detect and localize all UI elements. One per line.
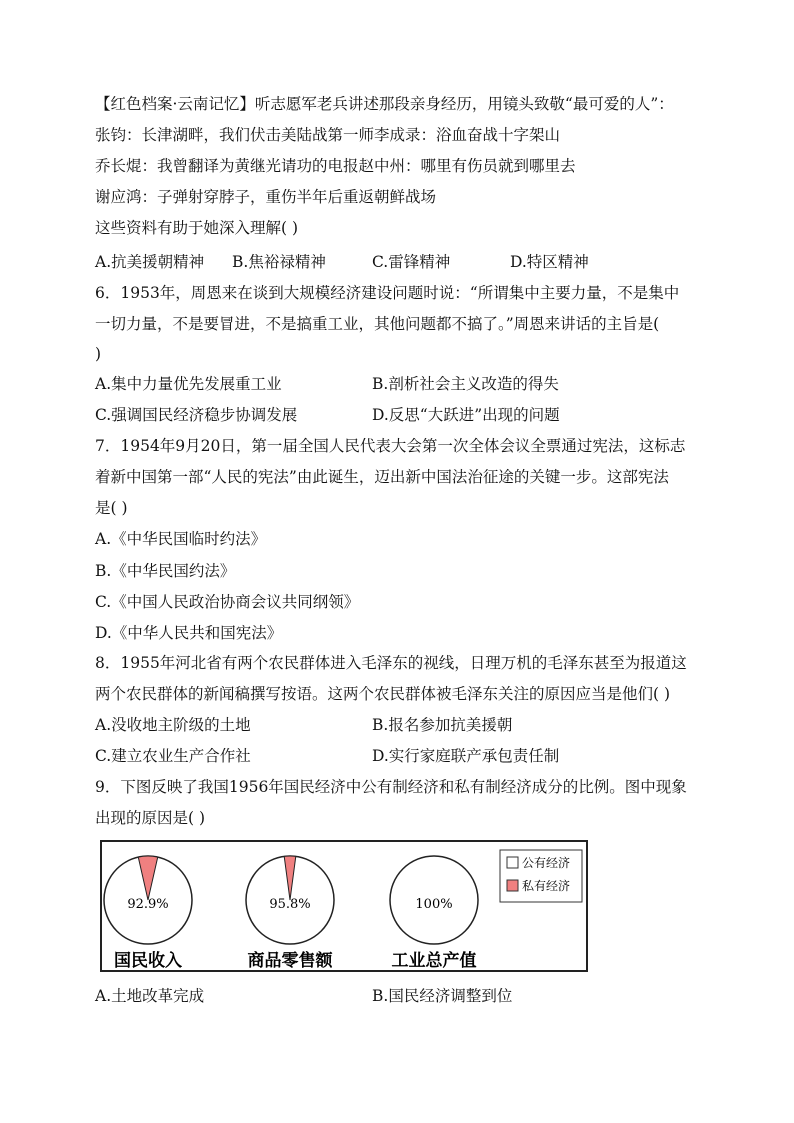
- pie-value-label-3: 100%: [415, 897, 453, 912]
- q8-line-2: 两个农民群体的新闻稿撰写按语。这两个农民群体被毛泽东关注的原因应当是他们( ): [95, 685, 671, 703]
- q8-line-1: 8．1955年河北省有两个农民群体进入毛泽东的视线，日理万机的毛泽东甚至为报道这: [95, 654, 687, 672]
- legend-label-private: 私有经济: [522, 879, 571, 893]
- legend-label-public: 公有经济: [522, 856, 571, 870]
- q7-line-3: 是( ): [95, 499, 128, 517]
- q9-option-a: A.土地改革完成: [95, 987, 205, 1005]
- q9-line-1: 9．下图反映了我国1956年国民经济中公有制经济和私有制经济成分的比例。图中现象: [95, 778, 687, 796]
- q6-option-d: D.反思“大跃进”出现的问题: [372, 406, 560, 424]
- pie-chart-svg: [102, 842, 586, 970]
- intro-option-b: B.焦裕禄精神: [232, 253, 326, 271]
- pie-category-label-3: 工业总产值: [391, 951, 477, 970]
- chart-legend: [500, 850, 582, 902]
- legend-swatch-private: [507, 880, 518, 891]
- q9-line-2: 出现的原因是( ): [95, 809, 206, 827]
- pie-2: [246, 856, 334, 970]
- pie-category-label-1: 国民收入: [114, 951, 182, 970]
- q7-line-2: 着新中国第一部“人民的宪法”由此诞生，迈出新中国法治征途的关键一步。这部宪法: [95, 468, 669, 486]
- intro-question: 这些资料有助于她深入理解( ): [95, 219, 299, 237]
- intro-option-d: D.特区精神: [510, 253, 589, 271]
- pie-1: [104, 856, 192, 970]
- q6-line-1: 6．1953年，周恩来在谈到大规模经济建设问题时说：“所谓集中主要力量，不是集中: [95, 284, 680, 302]
- q8-option-b: B.报名参加抗美援朝: [372, 716, 513, 734]
- q6-line-2: 一切力量，不是要冒进，不是搞重工业，其他问题都不搞了。”周恩来讲话的主旨是(: [95, 315, 660, 333]
- legend-swatch-public: [507, 857, 518, 868]
- q7-option-b: B.《中华民国约法》: [95, 562, 236, 580]
- q9-option-b: B.国民经济调整到位: [372, 987, 513, 1005]
- q6-option-b: B.剖析社会主义改造的得失: [372, 375, 559, 393]
- q8-option-d: D.实行家庭联产承包责任制: [372, 747, 560, 765]
- pie-category-label-2: 商品零售额: [247, 951, 333, 970]
- q7-option-c: C.《中国人民政治协商会议共同纲领》: [95, 593, 360, 611]
- intro-line-4: 谢应鸿：子弹射穿脖子，重伤半年后重返朝鲜战场: [95, 188, 437, 206]
- q8-option-c: C.建立农业生产合作社: [95, 747, 251, 765]
- pie-chart-figure: [100, 840, 588, 972]
- pie-value-label-2: 95.8%: [269, 897, 311, 912]
- intro-option-a: A.抗美援朝精神: [95, 253, 205, 271]
- pie-3: [390, 856, 478, 970]
- intro-option-c: C.雷锋精神: [372, 253, 451, 271]
- q6-option-a: A.集中力量优先发展重工业: [95, 375, 282, 393]
- q7-option-a: A.《中华民国临时约法》: [95, 530, 267, 548]
- q6-option-c: C.强调国民经济稳步协调发展: [95, 406, 298, 424]
- intro-line-2: 张钧：长津湖畔，我们伏击美陆战第一师李成录：浴血奋战十字架山: [95, 126, 561, 144]
- intro-line-1: 【红色档案·云南记忆】听志愿军老兵讲述那段亲身经历，用镜头致敬“最可爱的人”：: [95, 95, 674, 113]
- q8-option-a: A.没收地主阶级的土地: [95, 716, 251, 734]
- q6-line-3: ): [95, 345, 102, 363]
- intro-line-3: 乔长焜：我曾翻译为黄继光请功的电报赵中州：哪里有伤员就到哪里去: [95, 157, 576, 175]
- q7-option-d: D.《中华人民共和国宪法》: [95, 624, 283, 642]
- q7-line-1: 7．1954年9月20日，第一届全国人民代表大会第一次全体会议全票通过宪法，这标志: [95, 437, 686, 455]
- pie-value-label-1: 92.9%: [127, 897, 169, 912]
